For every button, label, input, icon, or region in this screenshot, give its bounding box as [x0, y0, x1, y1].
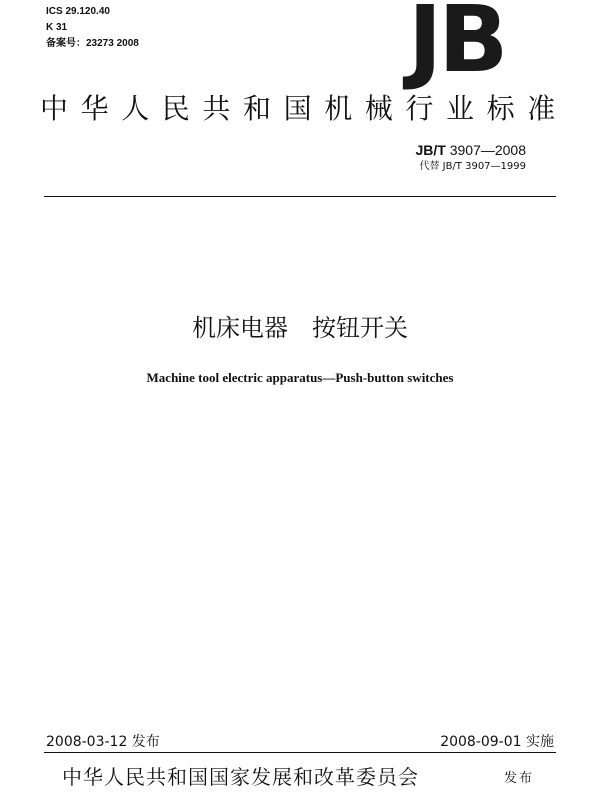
- jb-logo: [408, 0, 528, 93]
- jb-logo-text: JB: [408, 0, 505, 93]
- publisher-name: 中华人民共和国国家发展和改革委员会: [62, 765, 419, 789]
- standard-code-number: 3907—2008: [445, 142, 526, 158]
- standard-type-heading: 中华人民共和国机械行业标准: [40, 92, 568, 125]
- bottom-divider: [44, 752, 556, 753]
- replaces-standard: 代替 JB/T 3907—1999: [419, 161, 526, 172]
- standard-code-prefix: JB/T: [415, 142, 446, 158]
- record-number: 备案号：23273 2008: [46, 38, 139, 49]
- implementation-date: 2008-09-01 实施: [440, 734, 554, 750]
- top-divider: [44, 196, 556, 197]
- publisher-suffix: 发布: [504, 771, 535, 786]
- standard-code: [415, 142, 526, 158]
- ics-code: ICS 29.120.40: [46, 6, 110, 17]
- classification-code: K 31: [46, 22, 68, 33]
- issue-date: 2008-03-12 发布: [46, 734, 160, 750]
- document-title-english: Machine tool electric apparatus—Push-button switches: [146, 370, 454, 385]
- document-title-chinese: 机床电器 按钮开关: [192, 314, 408, 342]
